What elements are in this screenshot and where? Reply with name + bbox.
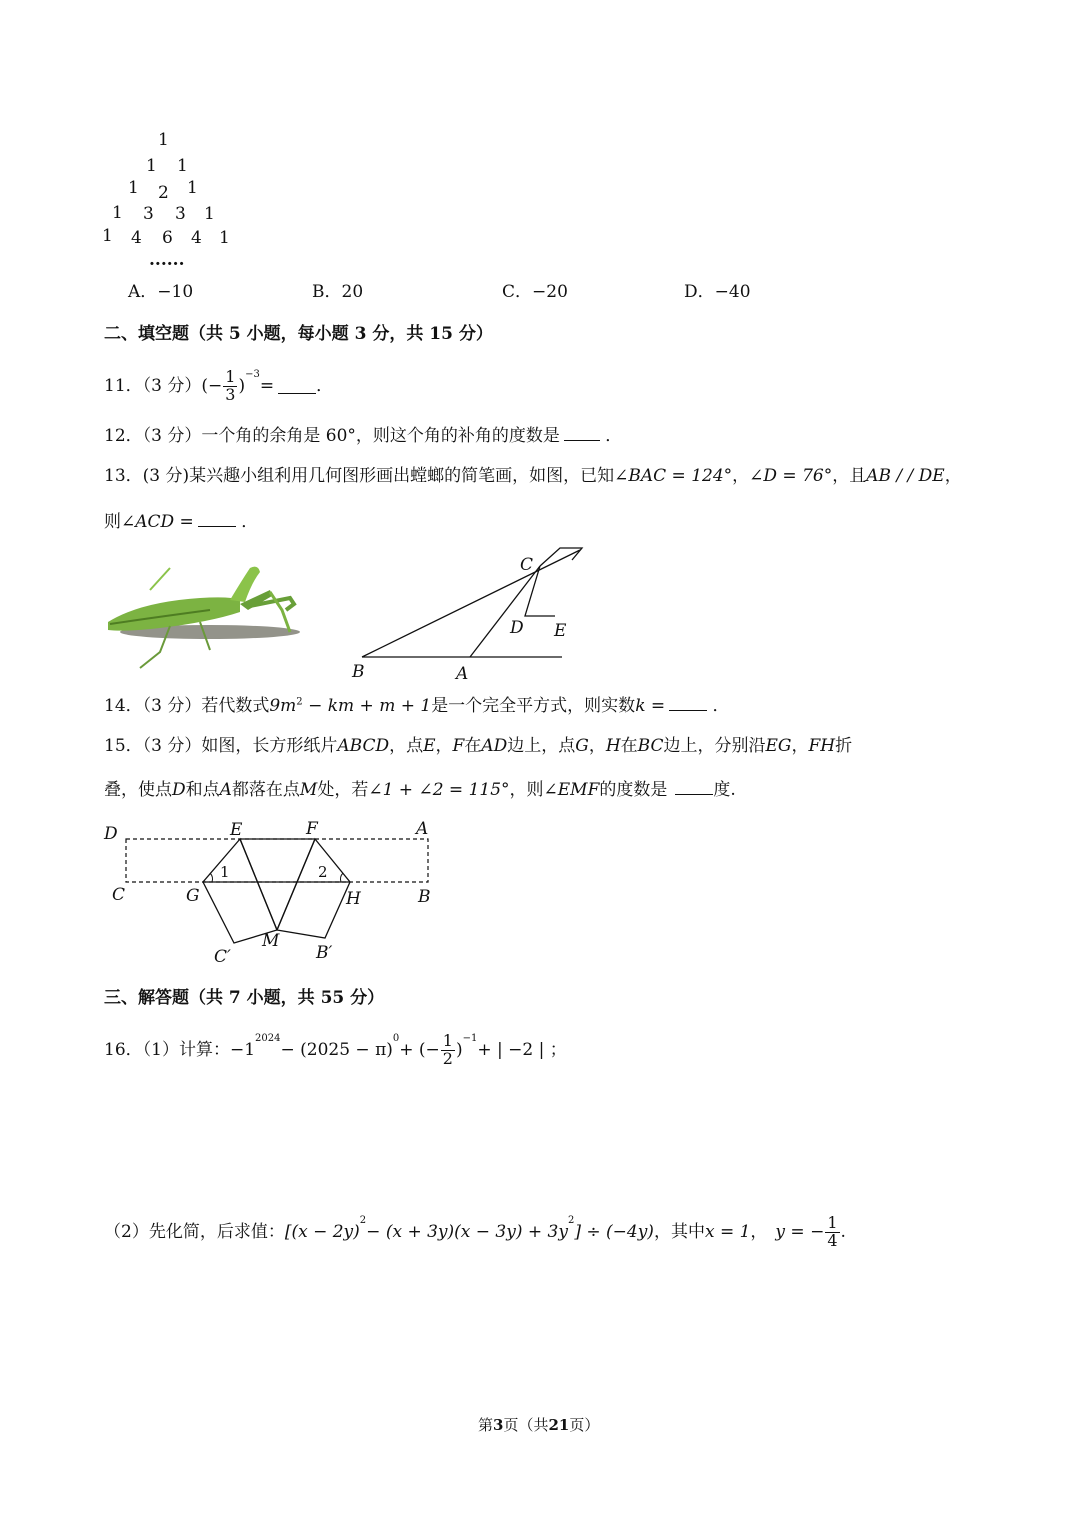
fold-figure bbox=[100, 815, 445, 970]
answer-blank-13[interactable] bbox=[198, 512, 236, 527]
label-h: H bbox=[346, 889, 361, 909]
label-b-prime: B′ bbox=[316, 943, 333, 963]
label-m: M bbox=[262, 931, 280, 951]
label-d: D bbox=[104, 824, 118, 844]
choice-a[interactable]: A．−10 bbox=[128, 282, 194, 302]
pascal-cell: 1 bbox=[219, 228, 230, 248]
label-e: E bbox=[554, 621, 567, 641]
question-11: 11．（3 分） (− $\frac{1}{3}$ ) $^{-3}$ = ． bbox=[104, 366, 334, 404]
question-16-part-2: （2）先化简，后求值： [(x − 2y) $^2$ − (x + 3y)(x − 3y) + 3y $^2$ ] ÷ (−4y) ，其中 x = 1 ， y = − $\frac{1}{4}$ . bbox=[104, 1212, 846, 1250]
label-e: E bbox=[230, 820, 243, 840]
answer-blank-11[interactable] bbox=[278, 379, 316, 394]
triangle-figure bbox=[340, 540, 600, 685]
label-angle-1: 1 bbox=[220, 863, 230, 881]
question-13-line-1: 13．(3 分)某兴趣小组利用几何图形画出螳螂的简笔画，如图，已知∠BAC = 124°，∠D = 76°，且AB / / DE， bbox=[104, 466, 962, 486]
question-12: 12．（3 分）一个角的余角是 60°，则这个角的补角的度数是 ． bbox=[104, 426, 623, 446]
pascal-cell: 1 bbox=[177, 156, 188, 176]
question-15-line-1: 15．（3 分）如图，长方形纸片ABCD，点E，F在AD边上，点G，H在BC边上，分别沿EG，FH折 bbox=[104, 736, 853, 756]
choice-d[interactable]: D．−40 bbox=[684, 282, 751, 302]
pascal-cell: 3 bbox=[175, 204, 186, 224]
answer-blank-15[interactable] bbox=[675, 780, 713, 795]
pascal-cell: 1 bbox=[146, 156, 157, 176]
question-16-part-1: 16．（1）计算： −1 $^{2024}$ − (2025 − π) $^0$ + (− $\frac{1}{2}$ ) $^{-1}$ + | −2 | ； bbox=[104, 1030, 567, 1068]
fraction: $\frac{1}{2}$ bbox=[442, 1030, 453, 1068]
answer-blank-14[interactable] bbox=[669, 696, 707, 711]
page-footer: 第3页（共21页） bbox=[478, 1416, 600, 1434]
label-b: B bbox=[418, 887, 431, 907]
pascal-dots: ...... bbox=[149, 250, 185, 270]
pascal-cell: 1 bbox=[128, 178, 139, 198]
pascal-cell: 3 bbox=[143, 204, 154, 224]
label-c-prime: C′ bbox=[214, 947, 231, 967]
pascal-cell: 6 bbox=[162, 228, 173, 248]
pascal-cell: 4 bbox=[191, 228, 202, 248]
question-13-line-2: 则∠ACD = ． bbox=[104, 512, 259, 532]
pascal-cell: 1 bbox=[158, 130, 169, 150]
pascal-cell: 1 bbox=[102, 226, 113, 246]
section-2-title: 二、填空题（共 5 小题，每小题 3 分，共 15 分） bbox=[104, 324, 493, 344]
pascal-cell: 1 bbox=[112, 203, 123, 223]
fraction: $\frac{1}{4}$ bbox=[827, 1212, 838, 1250]
choice-c[interactable]: C．−20 bbox=[502, 282, 568, 302]
label-angle-2: 2 bbox=[318, 863, 328, 881]
choice-b[interactable]: B．20 bbox=[312, 282, 364, 302]
pascal-cell: 1 bbox=[204, 204, 215, 224]
label-d: D bbox=[510, 618, 524, 638]
pascal-cell: 2 bbox=[158, 183, 169, 203]
label-b: B bbox=[352, 662, 365, 682]
label-a: A bbox=[456, 664, 469, 684]
label-g: G bbox=[186, 886, 200, 906]
fraction: $\frac{1}{3}$ bbox=[225, 366, 236, 404]
question-15-line-2: 叠，使点D和点A都落在点M处，若∠1 + ∠2 = 115°，则∠EMF的度数是 度. bbox=[104, 780, 736, 800]
pascal-cell: 1 bbox=[187, 178, 198, 198]
answer-blank-12[interactable] bbox=[564, 426, 600, 441]
label-f: F bbox=[306, 819, 318, 839]
label-c: C bbox=[112, 885, 126, 905]
section-3-title: 三、解答题（共 7 小题，共 55 分） bbox=[104, 988, 385, 1008]
question-14: 14．（3 分）若代数式$9m^2$ − km + m + 1是一个完全平方式，则实数k = ． bbox=[104, 696, 730, 716]
mantis-image bbox=[100, 560, 310, 675]
pascal-cell: 4 bbox=[131, 228, 142, 248]
label-a: A bbox=[416, 819, 429, 839]
label-c: C bbox=[520, 555, 534, 575]
